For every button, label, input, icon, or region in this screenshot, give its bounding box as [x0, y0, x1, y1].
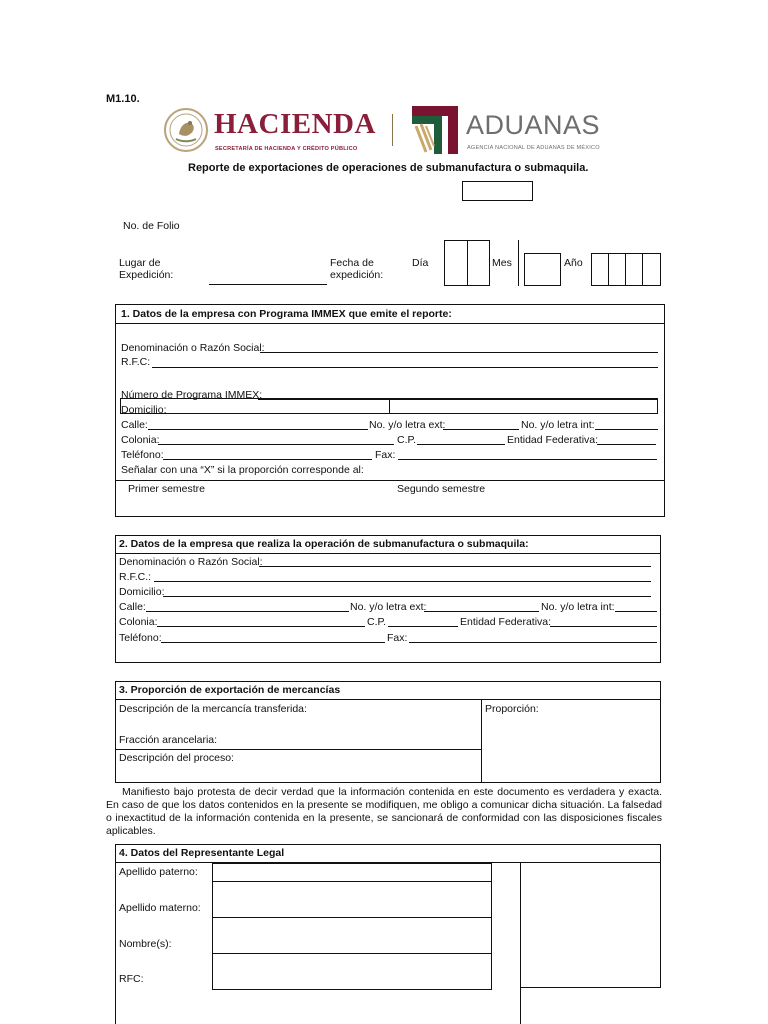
- document-code: M1.10.: [106, 93, 140, 105]
- s2-rfc-field[interactable]: [154, 581, 651, 582]
- fecha-label-line2: expedición:: [330, 269, 384, 281]
- aduanas-logo-text: ADUANAS: [466, 110, 601, 140]
- s1-num-ext-label: No. y/o letra ext:: [369, 419, 446, 431]
- aduanas-emblem-icon: [412, 106, 458, 154]
- hacienda-logo-subtitle: SECRETARÍA DE HACIENDA Y CRÉDITO PÚBLICO: [215, 146, 358, 152]
- s2-cp-field[interactable]: [388, 626, 458, 627]
- s2-entidad-label: Entidad Federativa:: [460, 616, 552, 628]
- folio-box[interactable]: [462, 181, 533, 201]
- s2-razon-social-field[interactable]: [259, 566, 651, 567]
- lugar-label-line2: Expedición:: [119, 269, 174, 281]
- document-title: Reporte de exportaciones de operaciones de submanufactura o submaquila.: [188, 162, 589, 174]
- s1-num-int-field[interactable]: [595, 429, 658, 430]
- section-4-title: 4. Datos del Representante Legal: [119, 847, 285, 859]
- s2-num-ext-field[interactable]: [424, 611, 539, 612]
- manifiesto-text: Manifiesto bajo protesta de decir verdad que la información contenida en este documento es verdadera y exacta. En caso de que los datos contenidos en la presente se modifiquen, me obligo a comunicar dicha situación. La falsedad o inexactitud de la información contenida en la presente, se sancionará de conformidad con las disposiciones fiscales aplicables.: [106, 786, 662, 837]
- rep-legal-fields-box: [212, 863, 492, 990]
- s1-num-ext-field[interactable]: [443, 429, 519, 430]
- s4-rfc-label: RFC:: [119, 973, 144, 985]
- s1-cp-field[interactable]: [417, 444, 505, 445]
- s2-calle-field[interactable]: [146, 611, 349, 612]
- s3-proceso-line: [115, 749, 481, 750]
- section-4-signature-divider: [520, 863, 521, 1024]
- s1-calle-label: Calle:: [121, 419, 148, 431]
- anio-divider-3: [642, 253, 643, 286]
- s1-programa-label: Número de Programa IMMEX:: [121, 389, 263, 401]
- dia-label: Día: [412, 257, 429, 269]
- section-4-left-border: [115, 863, 116, 1024]
- fecha-label-line1: Fecha de: [330, 257, 374, 269]
- folio-label: No. de Folio: [123, 220, 180, 232]
- s1-razon-social-label: Denominación o Razón Social:: [121, 342, 265, 354]
- s2-cp-label: C.P.: [367, 616, 387, 628]
- anio-divider-1: [608, 253, 609, 286]
- anio-box[interactable]: [591, 253, 661, 286]
- s1-razon-social-field[interactable]: [260, 352, 658, 353]
- rep-field-line-1: [212, 881, 492, 882]
- s3-descripcion-label[interactable]: Descripción de la mercancía transferida:: [119, 703, 307, 715]
- anio-divider-2: [625, 253, 626, 286]
- s2-colonia-field[interactable]: [157, 626, 365, 627]
- mes-left-border: [518, 240, 519, 286]
- mes-box[interactable]: [524, 253, 561, 286]
- s1-colonia-field[interactable]: [158, 444, 394, 445]
- anio-label: Año: [564, 257, 583, 269]
- s1-domicilio-divider: [389, 398, 390, 414]
- s2-domicilio-label: Domicilio:: [119, 586, 165, 598]
- section-3-box: [115, 681, 661, 783]
- section-2-title: 2. Datos de la empresa que realiza la operación de submanufactura o submaquila:: [119, 538, 529, 550]
- s1-senalar-label: Señalar con una “X” si la proporción corresponde al:: [121, 464, 364, 476]
- s2-num-int-field[interactable]: [615, 611, 657, 612]
- s1-domicilio-label: Domicilio:: [121, 404, 167, 416]
- aduanas-logo-subtitle: AGENCIA NACIONAL DE ADUANAS DE MÉXICO: [467, 145, 600, 151]
- s1-entidad-label: Entidad Federativa:: [507, 434, 599, 446]
- s3-fraccion-label[interactable]: Fracción arancelaria:: [119, 734, 218, 746]
- mes-label: Mes: [492, 257, 512, 269]
- s2-num-ext-label: No. y/o letra ext:: [350, 601, 427, 613]
- s1-cp-label: C.P.: [397, 434, 417, 446]
- lugar-label-line1: Lugar de: [119, 257, 161, 269]
- s1-calle-field[interactable]: [148, 429, 368, 430]
- s1-rfc-label: R.F.C:: [121, 356, 151, 368]
- s1-fax-label: Fax:: [375, 449, 396, 461]
- s1-primer-semestre[interactable]: Primer semestre: [128, 483, 206, 495]
- s1-fax-field[interactable]: [398, 459, 657, 460]
- section-1-header-line: [115, 323, 665, 324]
- section-3-divider: [481, 699, 482, 783]
- s1-colonia-label: Colonia:: [121, 434, 160, 446]
- s1-telefono-label: Teléfono:: [121, 449, 164, 461]
- s1-telefono-field[interactable]: [163, 459, 372, 460]
- s1-entidad-field[interactable]: [597, 444, 656, 445]
- s1-segundo-semestre[interactable]: Segundo semestre: [397, 483, 486, 495]
- section-3-header-line: [115, 699, 661, 700]
- s2-entidad-field[interactable]: [550, 626, 657, 627]
- s2-colonia-label: Colonia:: [119, 616, 158, 628]
- s2-razon-social-label: Denominación o Razón Social:: [119, 556, 263, 568]
- hacienda-logo-text: HACIENDA: [214, 108, 376, 140]
- section-4-signature-line: [520, 987, 660, 988]
- s4-apellido-paterno-label: Apellido paterno:: [119, 866, 198, 878]
- dia-box-divider: [467, 240, 468, 286]
- mexico-coat-of-arms-icon: [162, 106, 210, 154]
- rep-field-line-2: [212, 917, 492, 918]
- s4-apellido-materno-label: Apellido materno:: [119, 902, 201, 914]
- s3-proporcion-label[interactable]: Proporción:: [485, 703, 539, 715]
- s2-fax-field[interactable]: [409, 642, 657, 643]
- s1-semestre-line: [115, 480, 665, 481]
- logo-divider: [392, 114, 393, 146]
- s2-num-int-label: No. y/o letra int:: [541, 601, 615, 613]
- section-1-title: 1. Datos de la empresa con Programa IMMEX que emite el reporte:: [121, 308, 452, 320]
- s2-calle-label: Calle:: [119, 601, 146, 613]
- s2-telefono-field[interactable]: [161, 642, 385, 643]
- section-3-title: 3. Proporción de exportación de mercancías: [119, 684, 341, 696]
- s2-rfc-label: R.F.C.:: [119, 571, 152, 583]
- lugar-expedicion-field[interactable]: [209, 284, 327, 285]
- s1-num-int-label: No. y/o letra int:: [521, 419, 595, 431]
- s3-proceso-label[interactable]: Descripción del proceso:: [119, 752, 234, 764]
- s2-fax-label: Fax:: [387, 632, 408, 644]
- section-2-header-line: [115, 553, 661, 554]
- rep-field-line-3: [212, 953, 492, 954]
- s4-nombres-label: Nombre(s):: [119, 938, 172, 950]
- s1-rfc-field[interactable]: [152, 367, 658, 368]
- s2-domicilio-field[interactable]: [163, 596, 651, 597]
- s2-telefono-label: Teléfono:: [119, 632, 162, 644]
- section-4-right-border: [660, 863, 661, 988]
